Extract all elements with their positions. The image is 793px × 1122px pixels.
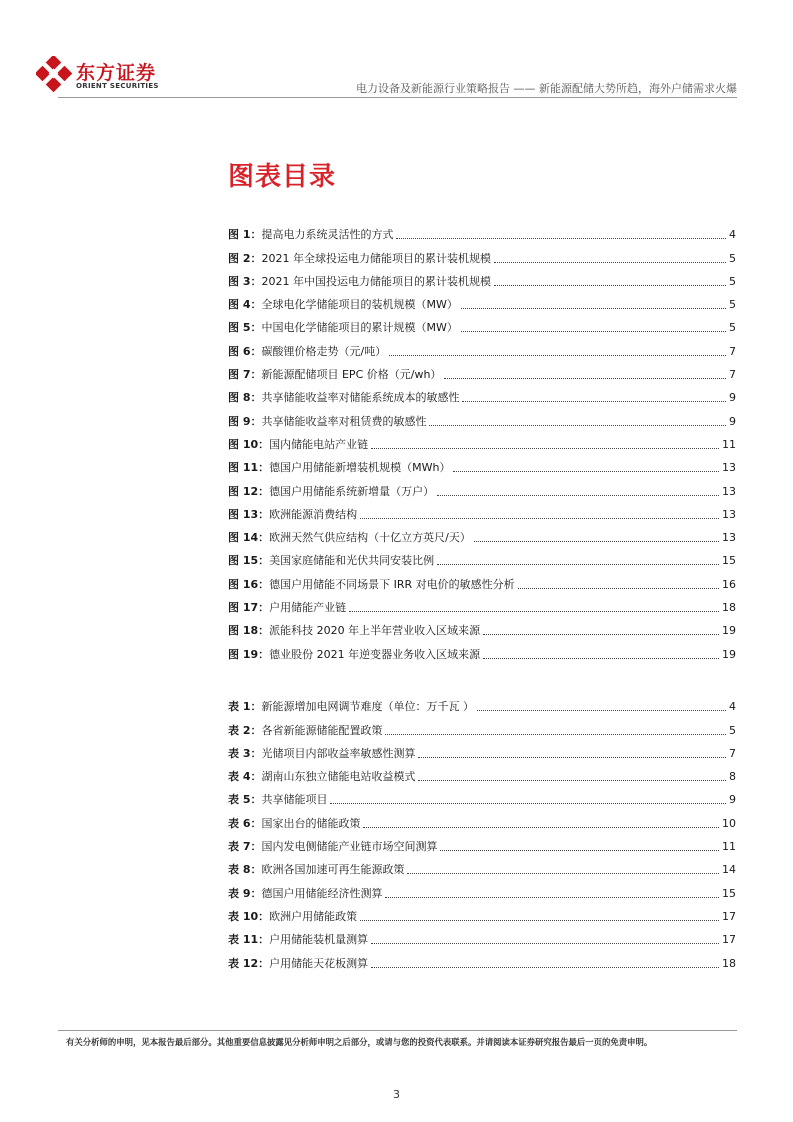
toc-entry-title: 欧洲户用储能政策 [269,909,358,923]
figure-entry[interactable] [228,475,736,498]
toc-entry-page: 7 [729,368,736,382]
toc-entry-page: 5 [729,298,736,312]
toc-entry-label [228,624,483,638]
toc-entry-label [228,461,453,475]
dot-leader [474,541,719,542]
toc-entry-prefix: 图 1： [228,228,262,242]
header-divider [58,97,737,98]
toc-entry-prefix: 图 3： [228,274,262,288]
toc-entry-prefix: 表 6： [228,816,262,830]
logo-english-name: ORIENT SECURITIES [76,82,159,90]
figure-entry[interactable] [228,266,736,289]
toc-entry-title: 共享储能收益率对储能系统成本的敏感性 [261,391,460,405]
dot-leader [418,780,726,781]
toc-entry-title: 各省新能源储能配置政策 [261,723,383,737]
toc-entry-label [228,415,429,429]
toc-entry-page: 9 [729,793,736,807]
toc-entry-prefix: 图 2： [228,251,262,265]
toc-entry-page: 17 [722,909,736,923]
toc-entry-title: 中国电化学储能项目的累计规模（MW） [261,321,458,335]
toc-entry-label [228,601,349,615]
toc-entry-prefix: 图 7： [228,368,262,382]
toc-entry-prefix: 图 19： [228,647,270,661]
toc-entry-page: 13 [722,484,736,498]
dot-leader [437,495,719,496]
toc-entry-page: 9 [729,414,736,428]
figure-entry[interactable] [228,592,736,615]
toc-entry-page: 5 [729,321,736,335]
toc-entry-label [228,298,461,312]
toc-entry-title: 新能源配储项目 EPC 价格（元/wh） [261,368,442,382]
toc-entry-page: 14 [722,863,736,877]
figure-entry[interactable] [228,335,736,358]
toc-entry-page: 4 [729,700,736,714]
dot-leader [483,634,719,635]
toc-entry-title: 湖南山东独立储能电站收益模式 [261,770,416,784]
dot-leader [349,611,719,612]
dot-leader [418,757,726,758]
toc-entry-title: 户用储能装机量测算 [269,933,369,947]
toc-entry-label [228,275,494,289]
toc-entry-title: 欧洲各国加速可再生能源政策 [261,863,405,877]
figure-entry[interactable] [228,429,736,452]
toc-entry-page: 19 [722,647,736,661]
orient-logo-icon [36,56,72,92]
toc-entry-label [228,817,363,831]
toc-entry-prefix: 表 12： [228,956,270,970]
toc-entry-label [228,648,483,662]
toc-entry-prefix: 表 7： [228,840,262,854]
toc-entry-label [228,747,418,761]
toc-entry-prefix: 表 10： [228,909,270,923]
toc-entry-page: 11 [722,840,736,854]
toc-entry-prefix: 图 17： [228,601,270,615]
footer-disclaimer: 有关分析师的申明，见本报告最后部分。其他重要信息披露见分析师申明之后部分，或请与您的投资代表联系。并请阅读本证券研究报告最后一页的免责申明。 [66,1037,653,1047]
toc-entry-page: 15 [722,554,736,568]
dot-leader [462,401,726,402]
toc-entry-label [228,508,360,522]
dot-leader [494,285,726,286]
dot-leader [371,448,719,449]
toc-entry-title: 碳酸锂价格走势（元/吨） [261,344,387,358]
toc-entry-page: 18 [722,601,736,615]
dot-leader [461,308,726,309]
toc-entry-label [228,485,437,499]
toc-entry-page: 15 [722,886,736,900]
table-list [228,691,736,971]
figure-entry[interactable] [228,568,736,591]
table-entry[interactable] [228,807,736,830]
report-header-title: 电力设备及新能源行业策略报告 —— 新能源配储大势所趋，海外户储需求火爆 [356,82,737,95]
table-entry[interactable] [228,691,736,714]
figure-entry[interactable] [228,615,736,638]
toc-entry-prefix: 图 5： [228,321,262,335]
page-number: 3 [393,1088,400,1101]
toc-entry-page: 5 [729,723,736,737]
toc-entry-prefix: 图 10： [228,437,270,451]
table-entry[interactable] [228,901,736,924]
figure-entry[interactable] [228,452,736,475]
logo-chinese-name: 东方证券 [76,62,157,84]
figure-entry[interactable] [228,242,736,265]
toc-entry-label [228,252,494,266]
toc-entry-prefix: 图 18： [228,624,270,638]
toc-entry-prefix: 表 3： [228,746,262,760]
toc-entry-page: 9 [729,391,736,405]
figure-entry[interactable] [228,499,736,522]
toc-entry-label [228,345,389,359]
toc-entry-page: 10 [722,816,736,830]
figure-list [228,219,736,662]
dot-leader [494,262,726,263]
figure-entry[interactable] [228,312,736,335]
toc-entry-title: 户用储能产业链 [269,601,347,615]
toc-entry-prefix: 图 4： [228,298,262,312]
toc-entry-label [228,910,360,924]
toc-entry-page: 5 [729,274,736,288]
dot-leader [444,378,726,379]
toc-entry-page: 5 [729,251,736,265]
toc-entry-title: 德业股份 2021 年逆变器业务收入区域来源 [269,647,481,661]
toc-entry-label [228,933,371,947]
toc-entry-label [228,554,437,568]
table-entry[interactable] [228,947,736,970]
footer-divider [58,1030,737,1031]
dot-leader [437,564,719,565]
toc-entry-prefix: 表 1： [228,700,262,714]
toc-entry-title: 欧洲天然气供应结构（十亿立方英尺/天） [269,531,471,545]
toc-entry-page: 8 [729,770,736,784]
figure-entry[interactable] [228,382,736,405]
toc-entry-title: 国内储能电站产业链 [269,437,369,451]
dot-leader [453,471,719,472]
toc-entry-title: 国家出台的储能政策 [261,816,361,830]
toc-entry-label [228,578,518,592]
dot-leader [363,827,719,828]
figure-entry[interactable] [228,545,736,568]
toc-entry-title: 新能源增加电网调节难度（单位：万千瓦 ） [261,700,474,714]
toc-entry-page: 13 [722,461,736,475]
dot-leader [371,943,719,944]
figure-entry[interactable] [228,289,736,312]
toc-entry-title: 全球电化学储能项目的装机规模（MW） [261,298,458,312]
dot-leader [385,734,726,735]
toc-entry-label [228,321,461,335]
dot-leader [371,967,719,968]
table-entry[interactable] [228,714,736,737]
figure-entry[interactable] [228,359,736,382]
toc-entry-page: 19 [722,624,736,638]
dot-leader [461,331,726,332]
toc-entry-prefix: 表 8： [228,863,262,877]
company-logo [36,56,176,96]
toc-entry-label [228,770,418,784]
table-entry[interactable] [228,761,736,784]
toc-entry-title: 国内发电侧储能产业链市场空间测算 [261,840,438,854]
toc-entry-prefix: 表 2： [228,723,262,737]
toc-entry-title: 德国户用储能经济性测算 [261,886,383,900]
toc-entry-page: 13 [722,531,736,545]
toc-entry-page: 4 [729,228,736,242]
dot-leader [360,518,719,519]
dot-leader [477,710,726,711]
toc-entry-title: 共享储能收益率对租赁费的敏感性 [261,414,427,428]
toc-entry-label [228,863,407,877]
toc-entry-prefix: 图 14： [228,531,270,545]
dot-leader [389,355,726,356]
dot-leader [396,238,726,239]
table-entry[interactable] [228,854,736,877]
table-entry[interactable] [228,924,736,947]
dot-leader [407,873,719,874]
toc-entry-title: 2021 年全球投运电力储能项目的累计装机规模 [261,251,491,265]
toc-entry-title: 德国户用储能不同场景下 IRR 对电价的敏感性分析 [269,577,515,591]
figure-entry[interactable] [228,405,736,428]
dot-leader [330,803,726,804]
table-entry[interactable] [228,784,736,807]
toc-entry-title: 共享储能项目 [261,793,328,807]
toc-entry-page: 18 [722,956,736,970]
toc-entry-title: 德国户用储能新增装机规模（MWh） [269,461,451,475]
toc-entry-prefix: 表 11： [228,933,270,947]
toc-entry-prefix: 图 12： [228,484,270,498]
toc-entry-prefix: 图 16： [228,577,270,591]
toc-entry-prefix: 表 9： [228,886,262,900]
dot-leader [440,850,719,851]
toc-entry-prefix: 表 4： [228,770,262,784]
toc-entry-title: 光储项目内部收益率敏感性测算 [261,746,416,760]
table-entry[interactable] [228,877,736,900]
toc-entry-title: 美国家庭储能和光伏共同安装比例 [269,554,435,568]
toc-entry-label [228,228,396,242]
dot-leader [385,897,719,898]
table-entry[interactable] [228,738,736,761]
toc-entry-label [228,391,462,405]
toc-title: 图表目录 [228,162,337,192]
dot-leader [360,920,719,921]
toc-entry-page: 17 [722,933,736,947]
toc-entry-title: 德国户用储能系统新增量（万户） [269,484,435,498]
toc-entry-label [228,840,440,854]
toc-entry-prefix: 图 15： [228,554,270,568]
toc-entry-title: 户用储能天花板测算 [269,956,369,970]
dot-leader [483,658,719,659]
toc-entry-prefix: 表 5： [228,793,262,807]
toc-entry-page: 7 [729,344,736,358]
toc-entry-prefix: 图 6： [228,344,262,358]
figure-entry[interactable] [228,638,736,661]
toc-entry-label [228,887,385,901]
toc-entry-label [228,438,371,452]
toc-entry-label [228,957,371,971]
dot-leader [518,588,719,589]
toc-entry-label [228,368,444,382]
toc-entry-title: 提高电力系统灵活性的方式 [261,228,394,242]
figure-entry[interactable] [228,219,736,242]
figure-entry[interactable] [228,522,736,545]
toc-entry-page: 7 [729,746,736,760]
toc-entry-title: 派能科技 2020 年上半年营业收入区域来源 [269,624,481,638]
toc-entry-title: 欧洲能源消费结构 [269,507,358,521]
dot-leader [429,425,726,426]
toc-entry-prefix: 图 8： [228,391,262,405]
toc-entry-label [228,793,330,807]
toc-entry-prefix: 图 13： [228,507,270,521]
toc-entry-title: 2021 年中国投运电力储能项目的累计装机规模 [261,274,491,288]
table-entry[interactable] [228,831,736,854]
toc-entry-page: 11 [722,437,736,451]
toc-entry-label [228,724,385,738]
toc-entry-page: 16 [722,577,736,591]
toc-entry-prefix: 图 9： [228,414,262,428]
toc-entry-page: 13 [722,507,736,521]
toc-entry-label [228,700,477,714]
toc-entry-prefix: 图 11： [228,461,270,475]
toc-entry-label [228,531,474,545]
